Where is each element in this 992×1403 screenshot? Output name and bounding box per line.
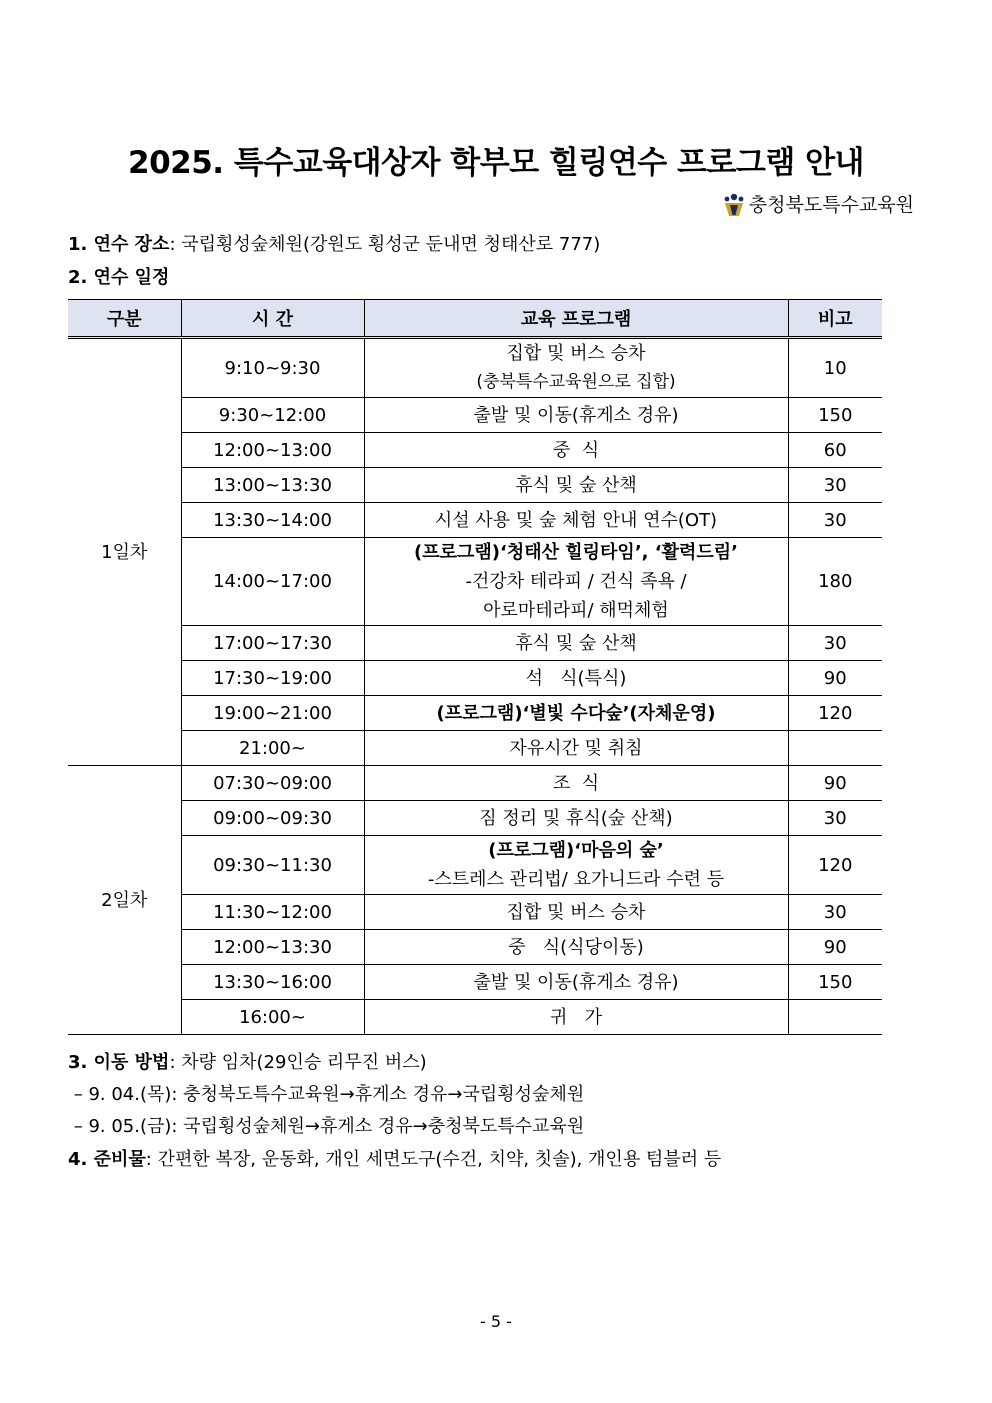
time-cell: 13:00~13:30 bbox=[181, 468, 364, 503]
program-cell: 귀 가 bbox=[364, 1000, 788, 1035]
table-row bbox=[68, 433, 882, 468]
note-cell: 90 bbox=[788, 766, 882, 801]
time-cell: 19:00~21:00 bbox=[181, 696, 364, 731]
note-cell: 60 bbox=[788, 433, 882, 468]
table-row bbox=[68, 965, 882, 1000]
note-cell: 30 bbox=[788, 895, 882, 930]
table-row bbox=[68, 468, 882, 503]
table-row bbox=[68, 661, 882, 696]
table-row bbox=[68, 731, 882, 766]
program-line: -건강차 테라피 / 건식 족욕 / bbox=[465, 571, 687, 592]
header-program: 교육 프로그램 bbox=[364, 300, 788, 338]
table-row bbox=[68, 626, 882, 661]
section-venue-text: : 국립횡성숲체원(강원도 횡성군 둔내면 청태산로 777) bbox=[169, 234, 601, 255]
time-cell: 17:30~19:00 bbox=[181, 661, 364, 696]
table-row bbox=[68, 1000, 882, 1035]
note-cell bbox=[788, 731, 882, 766]
header-category: 구분 bbox=[68, 300, 181, 338]
table-row bbox=[68, 696, 882, 731]
table-row bbox=[68, 503, 882, 538]
note-cell: 180 bbox=[788, 538, 882, 626]
program-cell: (프로그램)‘별빛 수다숲’(자체운영) bbox=[364, 696, 788, 731]
note-cell: 90 bbox=[788, 930, 882, 965]
header-note: 비고 bbox=[788, 300, 882, 338]
time-cell: 09:30~11:30 bbox=[181, 836, 364, 895]
program-cell: 석 식(특식) bbox=[364, 661, 788, 696]
section-venue bbox=[68, 230, 600, 256]
note-cell: 30 bbox=[788, 801, 882, 836]
schedule-table bbox=[68, 299, 882, 1035]
time-cell: 21:00~ bbox=[181, 731, 364, 766]
note-cell: 120 bbox=[788, 696, 882, 731]
table-row bbox=[68, 801, 882, 836]
section-venue-label: 1. 연수 장소 bbox=[68, 234, 170, 255]
note-cell: 10 bbox=[788, 338, 882, 398]
program-line: -스트레스 관리법/ 요가니드라 수련 등 bbox=[427, 869, 725, 890]
transport-line-1: – 9. 04.(목): 충청북도특수교육원→휴게소 경유→국립횡성숲체원 bbox=[68, 1084, 585, 1105]
table-row bbox=[68, 836, 882, 895]
time-cell: 17:00~17:30 bbox=[181, 626, 364, 661]
page-title: 2025. 특수교육대상자 학부모 힐링연수 프로그램 안내 bbox=[128, 145, 864, 181]
time-cell: 9:10~9:30 bbox=[181, 338, 364, 398]
program-cell bbox=[364, 538, 788, 626]
section-supplies-label: 4. 준비물 bbox=[68, 1149, 146, 1170]
program-cell: 집합 및 버스 승차 bbox=[364, 895, 788, 930]
time-cell: 13:30~14:00 bbox=[181, 503, 364, 538]
program-cell: 짐 정리 및 휴식(숲 산책) bbox=[364, 801, 788, 836]
program-cell: 출발 및 이동(휴게소 경유) bbox=[364, 398, 788, 433]
program-cell bbox=[364, 836, 788, 895]
section-schedule-label: 2. 연수 일정 bbox=[68, 267, 170, 288]
program-line: (프로그램)‘마음의 숲’ bbox=[488, 840, 664, 861]
note-cell: 30 bbox=[788, 468, 882, 503]
program-line: 아로마테라피/ 해먹체험 bbox=[483, 600, 669, 621]
program-cell: 조 식 bbox=[364, 766, 788, 801]
note-cell: 120 bbox=[788, 836, 882, 895]
section-transport-label: 3. 이동 방법 bbox=[68, 1052, 170, 1073]
time-cell: 09:00~09:30 bbox=[181, 801, 364, 836]
note-cell bbox=[788, 1000, 882, 1035]
table-row bbox=[68, 338, 882, 398]
section-schedule bbox=[68, 263, 169, 289]
section-supplies bbox=[68, 1145, 721, 1171]
time-cell: 11:30~12:00 bbox=[181, 895, 364, 930]
day2-label: 2일차 bbox=[68, 766, 181, 1035]
note-cell: 30 bbox=[788, 503, 882, 538]
table-row bbox=[68, 895, 882, 930]
section-supplies-text: : 간편한 복장, 운동화, 개인 세면도구(수건, 치약, 칫솔), 개인용 텀블러 등 bbox=[145, 1149, 722, 1170]
program-cell bbox=[364, 338, 788, 398]
table-header-row bbox=[68, 300, 882, 338]
program-cell: 시설 사용 및 숲 체험 안내 연수(OT) bbox=[364, 503, 788, 538]
table-row bbox=[68, 398, 882, 433]
note-cell: 30 bbox=[788, 626, 882, 661]
program-cell: 중 식 bbox=[364, 433, 788, 468]
program-cell: 출발 및 이동(휴게소 경유) bbox=[364, 965, 788, 1000]
transport-line-2: – 9. 05.(금): 국립횡성숲체원→휴게소 경유→충청북도특수교육원 bbox=[68, 1116, 585, 1137]
program-cell: 휴식 및 숲 산책 bbox=[364, 626, 788, 661]
time-cell: 12:00~13:00 bbox=[181, 433, 364, 468]
section-transport-text: : 차량 임차(29인승 리무진 버스) bbox=[169, 1052, 427, 1073]
time-cell: 9:30~12:00 bbox=[181, 398, 364, 433]
table-row bbox=[68, 930, 882, 965]
note-cell: 150 bbox=[788, 965, 882, 1000]
table-row bbox=[68, 538, 882, 626]
note-cell: 150 bbox=[788, 398, 882, 433]
time-cell: 16:00~ bbox=[181, 1000, 364, 1035]
education-office-logo-icon bbox=[722, 191, 746, 217]
program-cell: 휴식 및 숲 산책 bbox=[364, 468, 788, 503]
time-cell: 12:00~13:30 bbox=[181, 930, 364, 965]
program-line: (프로그램)‘청태산 힐링타임’, ‘활력드림’ bbox=[414, 542, 738, 563]
organization-name: 충청북도특수교육원 bbox=[748, 194, 914, 216]
page-number: - 5 - bbox=[480, 1312, 512, 1331]
time-cell: 14:00~17:00 bbox=[181, 538, 364, 626]
table-row bbox=[68, 766, 882, 801]
time-cell: 13:30~16:00 bbox=[181, 965, 364, 1000]
section-transport bbox=[68, 1048, 427, 1074]
organization-label bbox=[722, 190, 914, 217]
program-line: (충북특수교육원으로 집합) bbox=[476, 372, 676, 392]
day1-label: 1일차 bbox=[68, 338, 181, 766]
time-cell: 07:30~09:00 bbox=[181, 766, 364, 801]
program-cell: 중 식(식당이동) bbox=[364, 930, 788, 965]
note-cell: 90 bbox=[788, 661, 882, 696]
program-cell: 자유시간 및 취침 bbox=[364, 731, 788, 766]
program-line: 집합 및 버스 승차 bbox=[506, 343, 646, 364]
header-time: 시 간 bbox=[181, 300, 364, 338]
